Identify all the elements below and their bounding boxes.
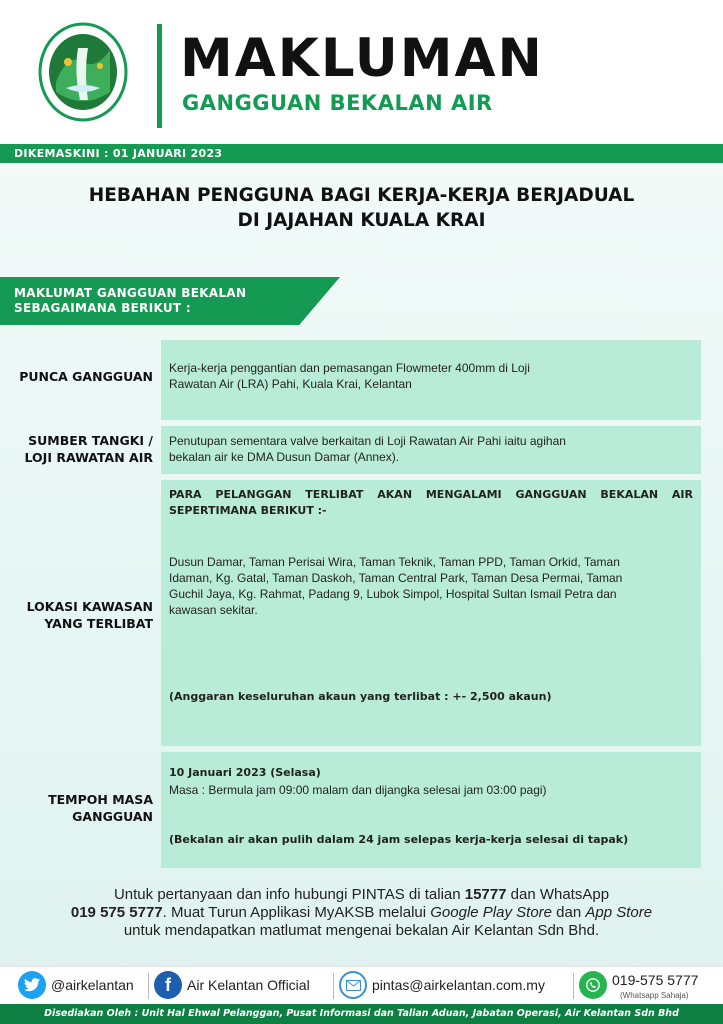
- notice-heading-line1: HEBAHAN PENGGUNA BAGI KERJA-KERJA BERJADUAL: [88, 185, 635, 206]
- tempoh-time: Masa : Bermula jam 09:00 malam dan dijangka selesai jam 03:00 pagi): [169, 783, 547, 797]
- whatsapp-note: (Whatsapp Sahaja): [620, 991, 689, 1000]
- contact-line3: untuk mendapatkan matlumat mengenai bekalan Air Kelantan Sdn Bhd.: [123, 922, 600, 939]
- punca-box: [161, 340, 701, 420]
- sumber-text: [169, 433, 566, 465]
- social-divider: [333, 973, 334, 999]
- sumber-box: [161, 426, 701, 474]
- lokasi-notice-line1: PARA PELANGGAN TERLIBAT AKAN MENGALAMI GANGGUAN BEKALAN AIR: [169, 488, 693, 501]
- sumber-label-line2: LOJI RAWATAN AIR: [24, 450, 153, 465]
- sumber-line1: Penutupan sementara valve berkaitan di Loji Rawatan Air Pahi iaitu agihan: [169, 434, 566, 448]
- tempoh-label-line2: GANGGUAN: [72, 809, 153, 824]
- email-contact[interactable]: [339, 971, 545, 999]
- email-icon: [339, 971, 367, 999]
- contact-line2: [0, 904, 723, 922]
- lokasi-notice-line2: SEPERTIMANA BERIKUT :-: [169, 504, 327, 517]
- social-bar: [0, 966, 723, 1004]
- lokasi-areas: [169, 554, 622, 618]
- whatsapp-icon: [579, 971, 607, 999]
- punca-text: [169, 360, 530, 392]
- contact-line1: [0, 886, 723, 904]
- sumber-label: [0, 432, 153, 466]
- social-divider: [148, 973, 149, 999]
- sumber-line2: bekalan air ke DMA Dusun Damar (Annex).: [169, 450, 400, 464]
- page-subtitle: GANGGUAN BEKALAN AIR: [182, 91, 493, 115]
- header: [0, 0, 723, 144]
- google-play-store: Google Play Store: [430, 904, 553, 921]
- punca-line2: Rawatan Air (LRA) Pahi, Kuala Krai, Kelantan: [169, 377, 412, 391]
- updated-bar: [0, 144, 723, 163]
- lokasi-notice: [169, 487, 693, 519]
- lokasi-area-line4: kawasan sekitar.: [169, 603, 258, 617]
- punca-line1: Kerja-kerja penggantian dan pemasangan Flowmeter 400mm di Loji: [169, 361, 530, 375]
- lokasi-label-line2: YANG TERLIBAT: [44, 616, 153, 631]
- twitter-contact[interactable]: [18, 971, 134, 999]
- contact-line2-and: dan: [552, 904, 586, 921]
- pintas-hotline: 15777: [464, 886, 507, 903]
- contact-info: [0, 886, 723, 940]
- lokasi-label-line1: LOKASI KAWASAN: [26, 599, 153, 614]
- prepared-by-bar: [0, 1004, 723, 1024]
- email-address: pintas@airkelantan.com.my: [372, 977, 545, 993]
- tempoh-label: [0, 791, 153, 825]
- sumber-label-line1: SUMBER TANGKI /: [28, 433, 153, 448]
- twitter-icon: [18, 971, 46, 999]
- ribbon-line1: MAKLUMAT GANGGUAN BEKALAN: [14, 286, 247, 300]
- tempoh-restore: (Bekalan air akan pulih dalam 24 jam selepas kerja-kerja selesai di tapak): [169, 833, 629, 846]
- lokasi-area-line1: Dusun Damar, Taman Perisai Wira, Taman Teknik, Taman PPD, Taman Orkid, Taman: [169, 555, 620, 569]
- contact-line1-end: dan WhatsApp: [506, 886, 610, 903]
- whatsapp-number: 019 575 5777: [70, 904, 163, 921]
- air-kelantan-logo: [38, 22, 128, 122]
- tempoh-date: 10 Januari 2023 (Selasa): [169, 766, 321, 779]
- contact-line2-text: . Muat Turun Applikasi MyAKSB melalui: [162, 904, 431, 921]
- lokasi-accounts: (Anggaran keseluruhan akaun yang terlibat : +- 2,500 akaun): [169, 690, 552, 703]
- header-divider: [157, 24, 162, 128]
- prepared-by: Disediakan Oleh : Unit Hal Ehwal Pelanggan, Pusat Informasi dan Talian Aduan, Jabatan Operasi, Air Kelantan Sdn Bhd: [44, 1008, 679, 1019]
- tempoh-box: [161, 752, 701, 868]
- ribbon-line2: SEBAGAIMANA BERIKUT :: [14, 301, 191, 315]
- punca-label: PUNCA GANGGUAN: [19, 369, 153, 384]
- page-title: MAKLUMAN: [180, 28, 544, 89]
- lokasi-area-line3: Guchil Jaya, Kg. Rahmat, Padang 9, Lubok Simpol, Hospital Sultan Ismail Petra dan: [169, 587, 617, 601]
- facebook-icon: f: [154, 971, 182, 999]
- updated-date: DIKEMASKINI : 01 JANUARI 2023: [14, 147, 223, 160]
- section-ribbon-text: [14, 286, 246, 316]
- lokasi-label: [0, 598, 153, 632]
- whatsapp-number-footer: 019-575 5777: [612, 972, 699, 988]
- twitter-handle: @airkelantan: [51, 977, 134, 993]
- social-divider: [573, 973, 574, 999]
- lokasi-area-line2: Idaman, Kg. Gatal, Taman Daskoh, Taman Central Park, Taman Desa Permai, Taman: [169, 571, 623, 585]
- facebook-contact[interactable]: [154, 971, 310, 999]
- facebook-page: Air Kelantan Official: [187, 977, 310, 993]
- lokasi-box: [161, 480, 701, 746]
- notice-heading-line2: DI JAJAHAN KUALA KRAI: [237, 210, 486, 231]
- contact-line1-text: Untuk pertanyaan dan info hubungi PINTAS di talian: [113, 886, 465, 903]
- notice-heading: [0, 183, 723, 233]
- app-store: App Store: [585, 904, 653, 921]
- tempoh-label-line1: TEMPOH MASA: [48, 792, 153, 807]
